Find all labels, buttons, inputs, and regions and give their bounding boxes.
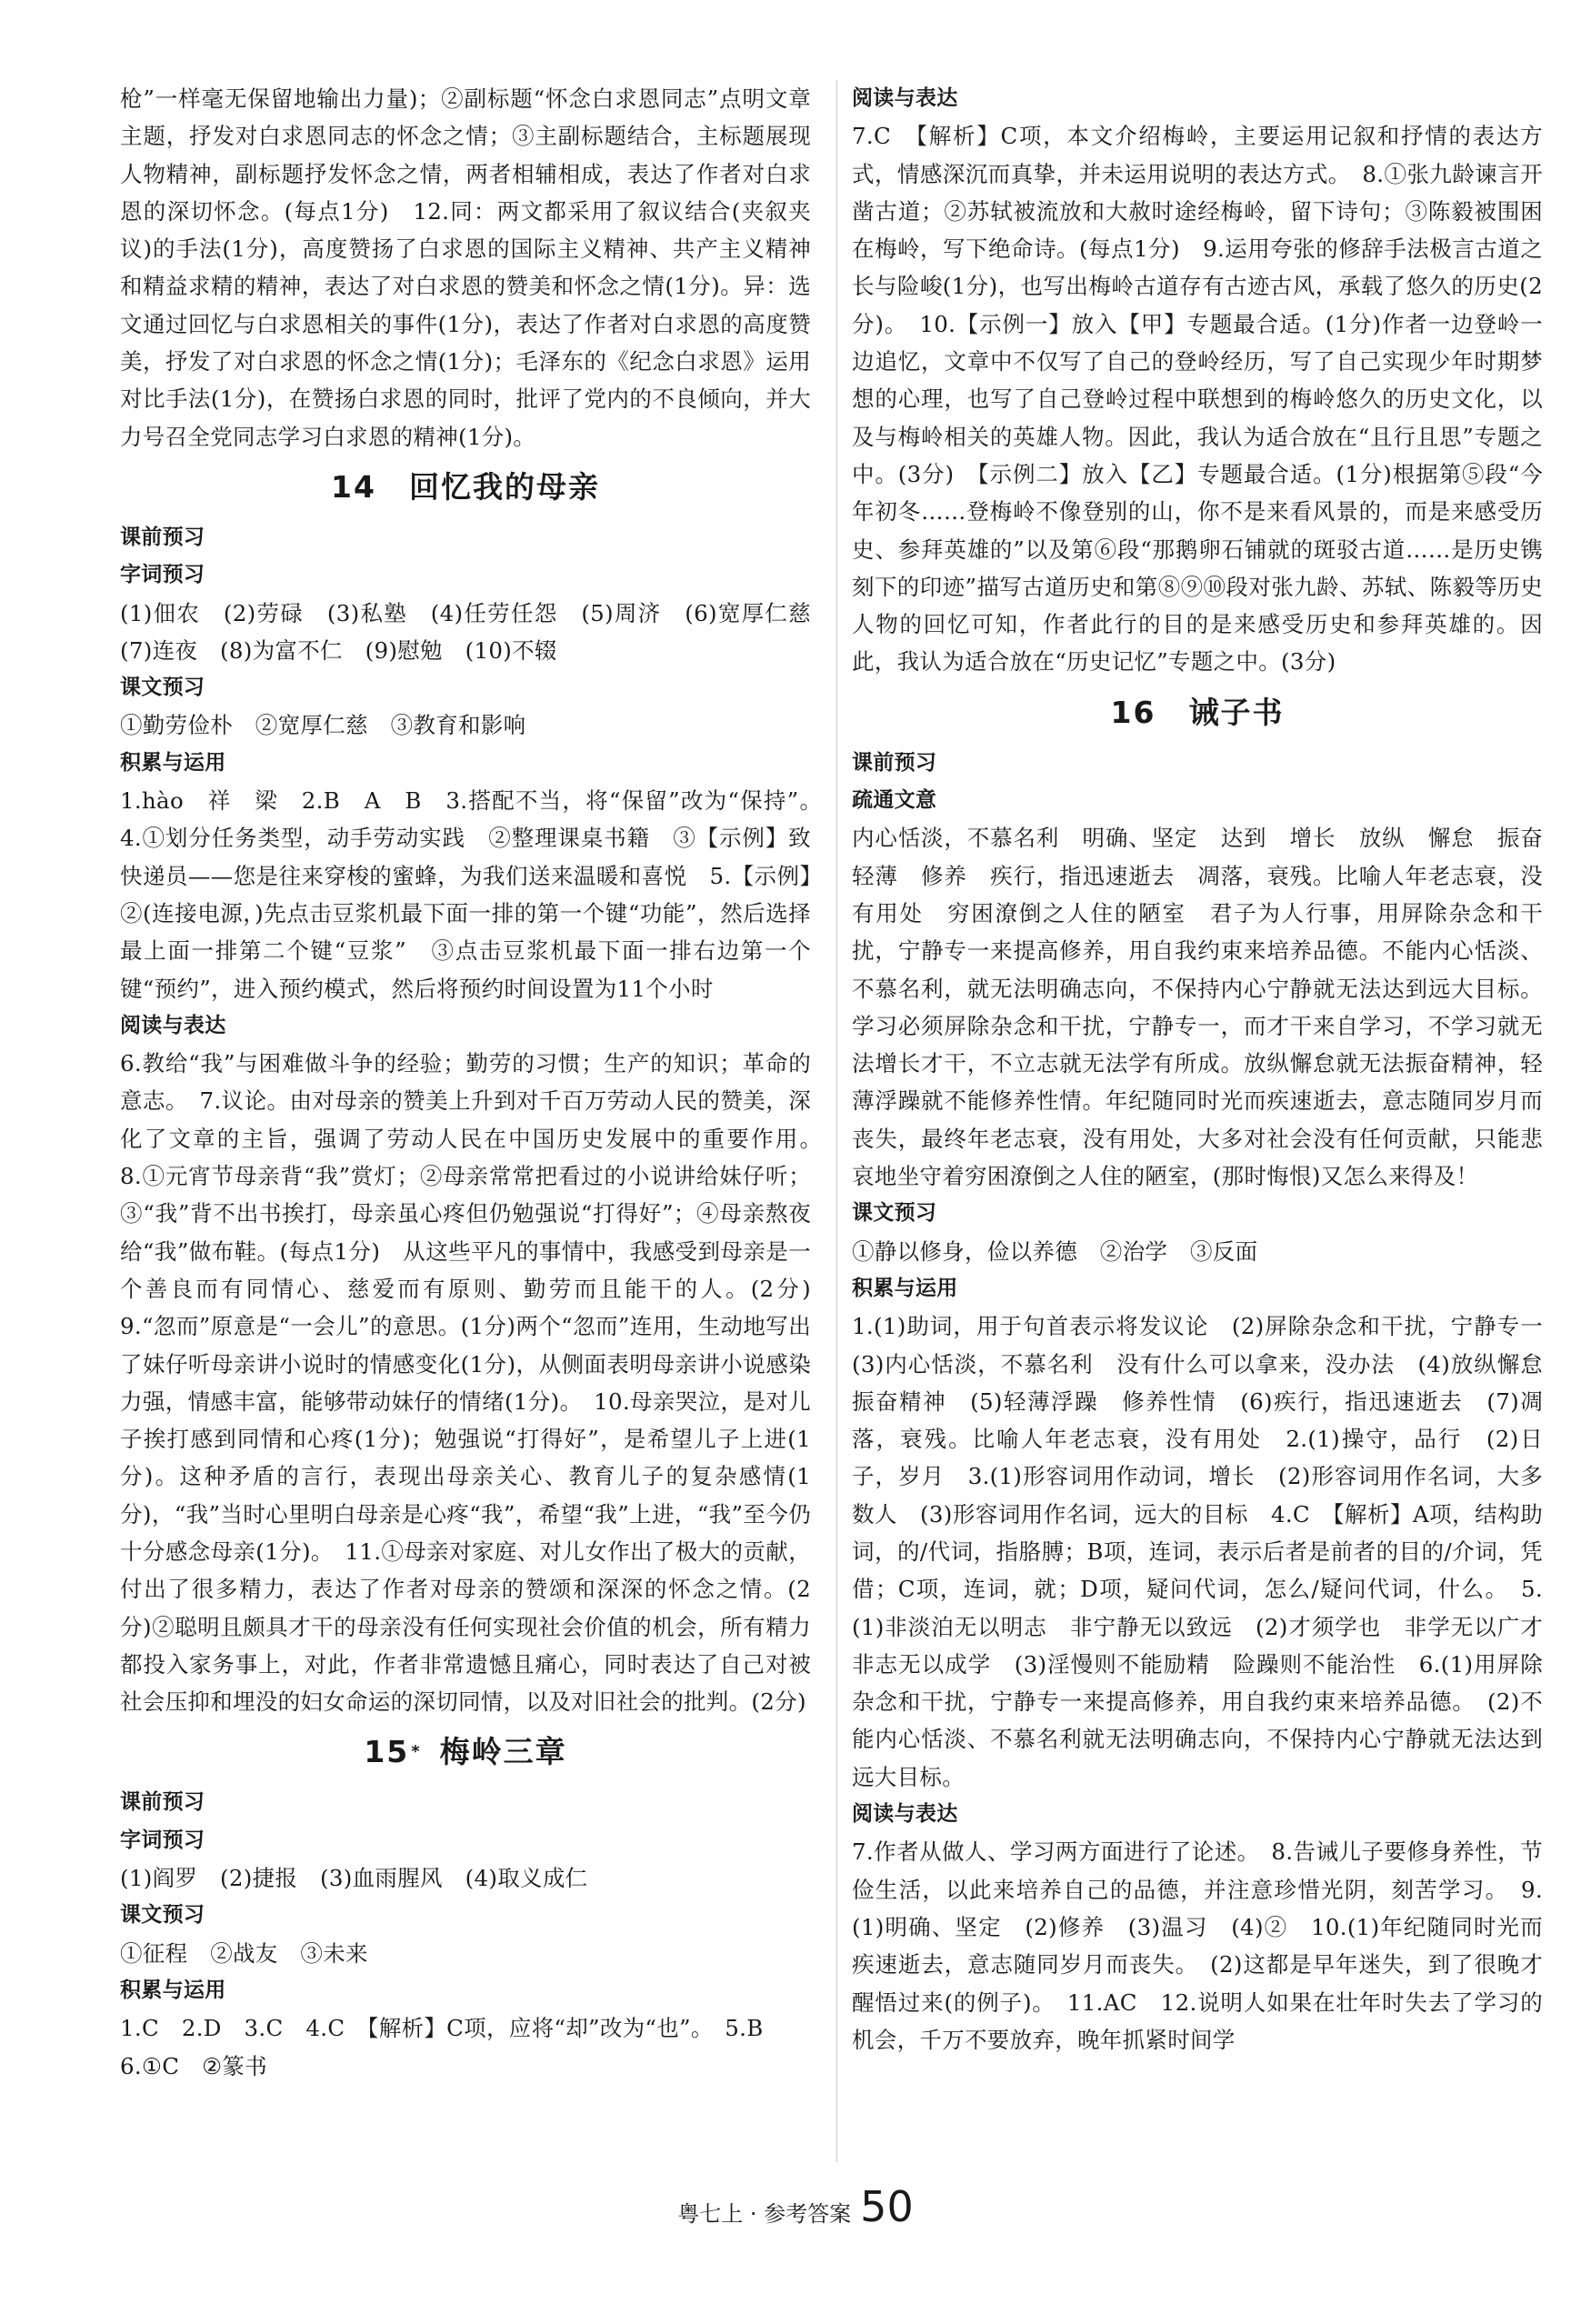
l14-heading-text-preview: 课文预习 (120, 676, 205, 700)
l15-words-answers: (1)阎罗 (2)捷报 (3)血雨腥风 (4)取义成仁 (120, 1865, 588, 1892)
lesson-15-name: 梅岭三章 (439, 1734, 567, 1770)
l16-accumulation-answers: 1.(1)助词，用于句首表示将发议论 (2)屏除杂念和干扰，宁静专一 (3)内心恬淡，不慕名利 没有什么可以拿来，没办法 (4)放纵懈怠 振奋精神 (5)轻薄浮躁 修养性情 (6)疾行，指迅速逝去 (7)凋落，衰残。比喻人年老志衰，没有用处 2.(1)操守，品行 (2)日子，岁月 3.(1)形容词用作动词，增长 (2)形容词用作名词，大多数人 (3)形容词用作名词，远大的目标 4.C 【解析】A项，结构助词，的/代词，指胳膊；B项，连词，表示后者是前者的目的/介词，凭借；C项，连词，就；D项，疑问代词，怎么/疑问代词，什么。 5.(1)非淡泊无以明志 非宁静无以致远 (2)才须学也 非学无以广才 非志无以成学 (3)淫慢则不能励精 险躁则不能治性 6.(1)用屏除杂念和干扰，宁静专一来提高修养，用自我约束来培养品德。 (2)不能内心恬淡、不慕名利就无法明确志向，不保持内心宁静就无法达到远大目标。 (852, 1313, 1566, 1790)
column-divider (836, 80, 837, 2162)
l14-accumulation-answers: 1.hào 祥 梁 2.B A B 3.搭配不当，将“保留”改为“保持”。 4.①划分任务类型，动手劳动实践 ②整理课桌书籍 ③【示例】致快递员——您是往来穿梭的蜜蜂，为我们送来温暖和喜悦 5.【示例】②(连接电源，)先点击豆浆机最下面一排的第一个键“功能”，然后选择最上面一排第二个键“豆浆” ③点击豆浆机最下面一排右边第一个键“预约”，进入预约模式，然后将预约时间设置为11个小时 (120, 787, 834, 1002)
l15-heading-reading: 阅读与表达 (852, 86, 958, 110)
lesson-15-star: * (411, 1742, 422, 1762)
l16-heading-preview: 课前预习 (852, 750, 937, 775)
lesson-14-name: 回忆我的母亲 (408, 468, 600, 505)
page-footer (0, 2182, 1591, 2231)
l14-words-answers: (1)佃农 (2)劳碌 (3)私塾 (4)任劳任怨 (5)周济 (6)宽厚仁慈 (7)连夜 (8)为富不仁 (9)慰勉 (10)不辍 (120, 599, 834, 664)
l14-heading-words: 字词预习 (120, 563, 205, 587)
lesson-16-title (852, 681, 1543, 745)
lesson-15-number: 15 (364, 1734, 410, 1770)
lesson-15-title (120, 1720, 811, 1784)
l14-heading-preview: 课前预习 (120, 525, 205, 549)
page-number: 50 (860, 2182, 914, 2231)
intro-paragraph: 枪”一样毫无保留地输出力量)；②副标题“怀念白求恩同志”点明文章主题，抒发对白求恩同志的怀念之情；③主副标题结合，主标题展现人物精神，副标题抒发怀念之情，两者相辅相成，表达了作者对白求恩的深切怀念。(每点1分) 12.同：两文都采用了叙议结合(夹叙夹议)的手法(1分)，高度赞扬了白求恩的国际主义精神、共产主义精神和精益求精的精神，表达了对白求恩的赞美和怀念之情(1分)。异：选文通过回忆与白求恩相关的事件(1分)，表达了作者对白求恩的高度赞美，抒发了对白求恩的怀念之情(1分)；毛泽东的《纪念白求恩》运用对比手法(1分)，在赞扬白求恩的同时，批评了党内的不良倾向，并大力号召全党同志学习白求恩的精神(1分)。 (120, 85, 811, 450)
lesson-14-number: 14 (331, 468, 376, 505)
l16-heading-reading: 阅读与表达 (852, 1802, 958, 1827)
l16-text-preview-answers: ①静以修身，俭以养德 ②治学 ③反面 (852, 1237, 1258, 1265)
l16-translation-answers: 内心恬淡，不慕名利 明确、坚定 达到 增长 放纵 懈怠 振奋 轻薄 修养 疾行，指迅速逝去 凋落，衰残。比喻人年老志衰，没有用处 穷困潦倒之人住的陋室 君子为人行事，用屏除杂念和干扰，宁静专一来提高修养，用自我约束来培养品德。不能内心恬淡、不慕名利，就无法明确志向，不保持内心宁静就无法达到远大目标。学习必须屏除杂念和干扰，宁静专一，而才干来自学习，不学习就无法增长才干，不立志就无法学有所成。放纵懈怠就无法振奋精神，轻薄浮躁就不能修养性情。年纪随同时光而疾速逝去，意志随同岁月而丧失，最终年老志衰，没有用处，大多对社会没有任何贡献，只能悲哀地坐守着穷困潦倒之人住的陋室，(那时悔恨)又怎么来得及！ (852, 825, 1566, 1190)
l16-heading-translation: 疏通文意 (852, 788, 937, 813)
left-column (120, 80, 834, 2085)
l15-heading-words: 字词预习 (120, 1828, 205, 1852)
lesson-16-number: 16 (1110, 694, 1156, 730)
right-column (852, 80, 1566, 2059)
lesson-14-title (120, 456, 811, 519)
l15-heading-text-preview: 课文预习 (120, 1903, 205, 1928)
l16-heading-accumulation: 积累与运用 (852, 1276, 958, 1300)
l14-heading-accumulation: 积累与运用 (120, 750, 226, 775)
l15-text-preview-answers: ①征程 ②战友 ③未来 (120, 1939, 368, 1967)
l14-text-preview-answers: ①勤劳俭朴 ②宽厚仁慈 ③教育和影响 (120, 712, 526, 739)
footer-label: 粤七上 · 参考答案 (677, 2201, 852, 2227)
l15-accumulation-answers-2: 6.①C ②篆书 (120, 2052, 267, 2079)
l16-heading-text-preview: 课文预习 (852, 1201, 937, 1226)
lesson-16-name: 诫子书 (1188, 694, 1285, 730)
l15-accumulation-answers-1: 1.C 2.D 3.C 4.C 【解析】C项，应将“却”改为“也”。 5.B (120, 2015, 764, 2042)
l14-reading-answers: 6.教给“我”与困难做斗争的经验；勤劳的习惯；生产的知识；革命的意志。 7.议论。由对母亲的赞美上升到对千百万劳动人民的赞美，深化了文章的主旨，强调了劳动人民在中国历史发展中的重要作用。 8.①元宵节母亲背“我”赏灯；②母亲常常把看过的小说讲给妹仔听；③“我”背不出书挨打，母亲虽心疼但仍勉强说“打得好”；④母亲熬夜给“我”做布鞋。(每点1分) 从这些平凡的事情中，我感受到母亲是一个善良而有同情心、慈爱而有原则、勤劳而且能干的人。(2分) 9.“忽而”原意是“一会儿”的意思。(1分)两个“忽而”连用，生动地写出了妹仔听母亲讲小说时的情感变化(1分)，从侧面表明母亲讲小说感染力强，情感丰富，能够带动妹仔的情绪(1分)。 10.母亲哭泣，是对儿子挨打感到同情和心疼(1分)；勉强说“打得好”，是希望儿子上进(1分)。这种矛盾的言行，表现出母亲关心、教育儿子的复杂感情(1分)，“我”当时心里明白母亲是心疼“我”，希望“我”上进，“我”至今仍十分感念母亲(1分)。 11.①母亲对家庭、对儿女作出了极大的贡献，付出了很多精力，表达了作者对母亲的赞颂和深深的怀念之情。(2分)②聪明且颇具才干的母亲没有任何实现社会价值的机会，所有精力都投入家务事上，对此，作者非常遗憾且痛心，同时表达了自己对被社会压抑和埋没的妇女命运的深切同情，以及对旧社会的批判。(2分) (120, 1050, 834, 1716)
l16-reading-answers: 7.作者从做人、学习两方面进行了论述。 8.告诫儿子要修身养性，节俭生活，以此来培养自己的品德，并注意珍惜光阴，刻苦学习。 9.(1)明确、坚定 (2)修养 (3)温习 (4)② 10.(1)年纪随同时光而疾速逝去，意志随同岁月而丧失。 (2)这都是早年迷失，到了很晚才醒悟过来(的例子)。 11.AC 12.说明人如果在壮年时失去了学习的机会，千万不要放弃，晚年抓紧时间学 (852, 1838, 1543, 2053)
l14-heading-reading: 阅读与表达 (120, 1013, 226, 1037)
l15-heading-preview: 课前预习 (120, 1790, 205, 1815)
l15-heading-accumulation: 积累与运用 (120, 1978, 226, 2002)
l15-reading-answers: 7.C 【解析】C项，本文介绍梅岭，主要运用记叙和抒情的表达方式，情感深沉而真挚，并未运用说明的表达方式。 8.①张九龄谏言开凿古道；②苏轼被流放和大赦时途经梅岭，留下诗句；③陈毅被围困在梅岭，写下绝命诗。(每点1分) 9.运用夸张的修辞手法极言古道之长与险峻(1分)，也写出梅岭古道存有古迹古风，承载了悠久的历史(2分)。 10.【示例一】放入【甲】专题最合适。(1分)作者一边登岭一边追忆，文章中不仅写了自己的登岭经历，写了自己实现少年时期梦想的心理，也写了自己登岭过程中联想到的梅岭悠久的历史文化，以及与梅岭相关的英雄人物。因此，我认为适合放在“且行且思”专题之中。(3分) 【示例二】放入【乙】专题最合适。(1分)根据第⑤段“今年初冬……登梅岭不像登别的山，你不是来看风景的，而是来感受历史、参拜英雄的”以及第⑥段“那鹅卵石铺就的斑驳古道……是历史镌刻下的印迹”描写古道历史和第⑧⑨⑩段对张九龄、苏轼、陈毅等历史人物的回忆可知，作者此行的目的是来感受历史和参拜英雄的。因此，我认为适合放在“历史记忆”专题之中。(3分) (852, 123, 1543, 676)
